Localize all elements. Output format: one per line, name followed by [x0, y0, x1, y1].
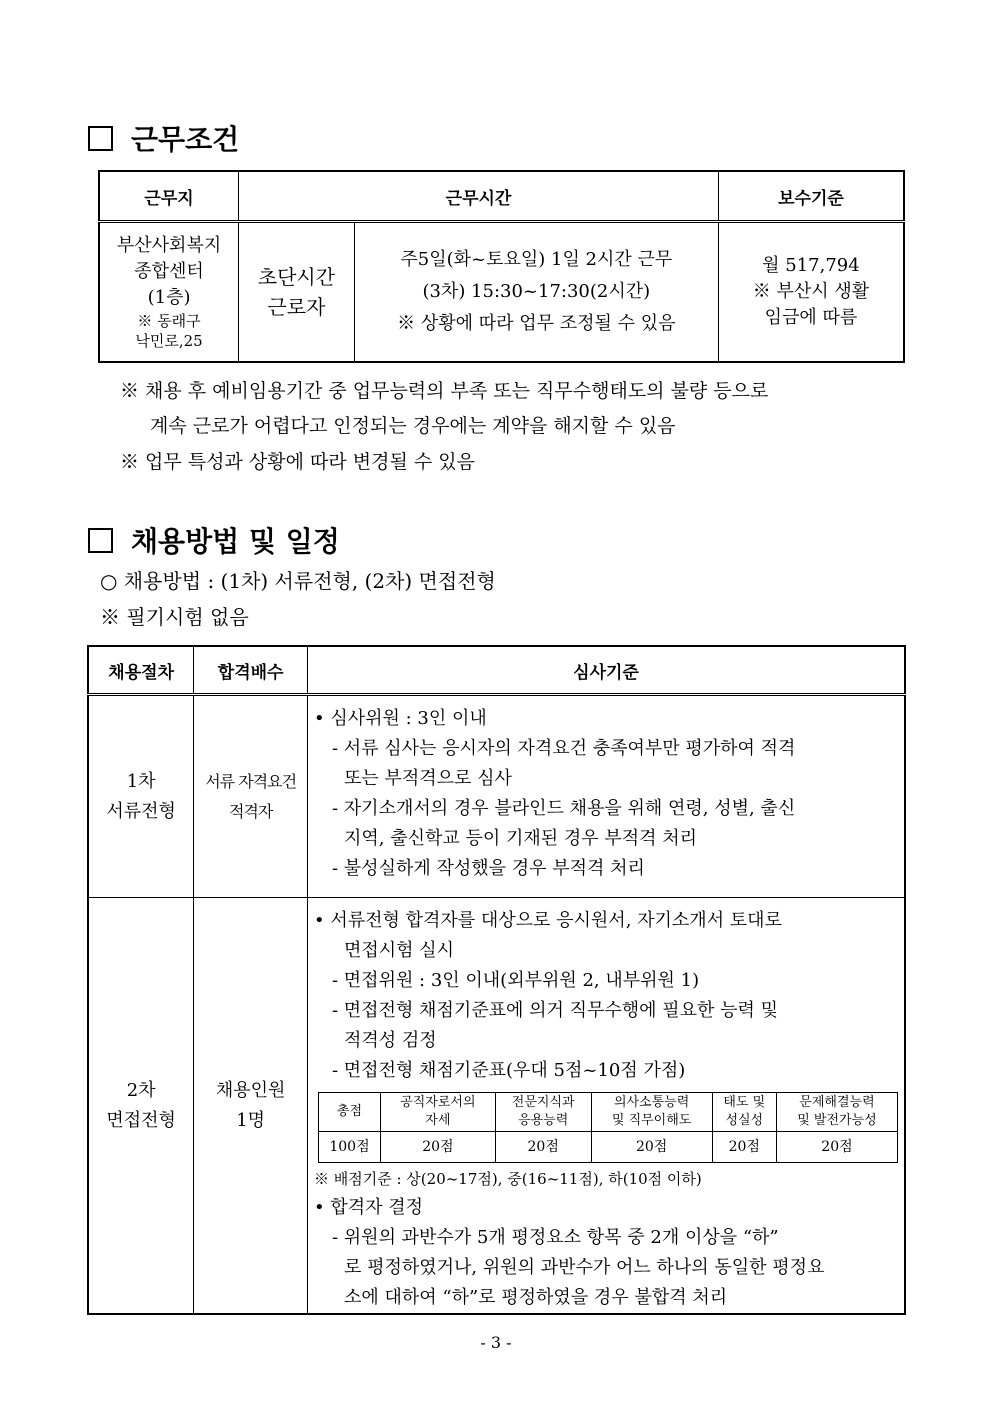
score-header — [591, 1093, 712, 1132]
criteria-line: 적격성 검정 — [343, 1030, 437, 1051]
score-header-row — [318, 1093, 897, 1132]
note-line: 계속 근로가 어렵다고 인정되는 경우에는 계약을 해지할 수 있음 — [150, 415, 676, 437]
criteria-line: 면접시험 실시 — [343, 940, 455, 961]
criteria-line: • 심사위원 : 3인 이내 — [313, 708, 487, 729]
criteria-line: - 위원의 과반수가 5개 평정요소 항목 중 2개 이상을 “하” — [331, 1227, 779, 1248]
table-header-row — [88, 646, 905, 695]
section-title: 근무조건 — [131, 123, 240, 156]
cell-line: ※ 상황에 따라 업무 조정될 수 있음 — [397, 312, 676, 334]
stage-cell — [88, 695, 194, 898]
no-exam-note: ※ 필기시험 없음 — [100, 605, 249, 629]
hiring-method-line: ○ 채용방법 : (1차) 서류전형, (2차) 면접전형 — [100, 569, 496, 593]
score-header — [495, 1093, 591, 1132]
cell-line: 응용능력 — [518, 1113, 569, 1128]
cell-line: 서류전형 — [106, 800, 176, 822]
score-value: 20점 — [495, 1132, 591, 1163]
cell-line: 초단시간 — [257, 264, 336, 289]
cell-line: (1층) — [147, 286, 191, 308]
section-heading-work-conditions — [88, 118, 239, 158]
score-value: 20점 — [591, 1132, 712, 1163]
workplace-cell — [99, 222, 239, 362]
cell-line: 태도 및 — [723, 1095, 766, 1110]
criteria-line: - 서류 심사는 응시자의 자격요건 충족여부만 평가하여 적격 — [331, 738, 796, 759]
score-value-row — [318, 1132, 897, 1163]
cell-line: 및 직무이해도 — [611, 1113, 692, 1128]
cell-line: 및 발전가능성 — [797, 1113, 877, 1128]
criteria-line: - 면접전형 채점기준표에 의거 직무수행에 필요한 능력 및 — [331, 1000, 779, 1021]
pay-cell — [718, 222, 904, 362]
multiple-cell — [194, 898, 308, 1315]
score-value: 20점 — [776, 1132, 897, 1163]
cell-line: 서류 자격요건 — [205, 771, 297, 791]
cell-line: 1명 — [236, 1109, 266, 1131]
hours-cell — [354, 222, 718, 362]
score-header — [712, 1093, 776, 1132]
cell-line: 문제해결능력 — [799, 1095, 875, 1110]
criteria-line: ※ 배점기준 : 상(20~17점), 중(16~11점), 하(10점 이하) — [313, 1170, 702, 1188]
cell-line: ※ 동래구 — [137, 311, 201, 330]
cell-line: 적격자 — [228, 801, 273, 821]
section-heading-hiring-method — [88, 520, 340, 560]
header-hours: 근무시간 — [239, 171, 719, 222]
criteria-line: - 면접전형 채점기준표(우대 5점~10점 가점) — [331, 1060, 686, 1081]
cell-line: 총점 — [336, 1104, 363, 1119]
cell-line: 성실성 — [725, 1113, 764, 1128]
cell-line: 1차 — [126, 770, 156, 792]
checkbox-square-icon — [88, 528, 113, 553]
score-header — [318, 1093, 380, 1132]
criteria-line: • 합격자 결정 — [313, 1197, 423, 1218]
criteria-line: 로 평정하였거나, 위원의 과반수가 어느 하나의 동일한 평정요 — [343, 1257, 825, 1278]
interview-score-table — [318, 1092, 898, 1163]
stage-cell — [88, 898, 194, 1315]
header-criteria: 심사기준 — [307, 646, 905, 695]
cell-line: 월 517,794 — [762, 254, 860, 276]
score-header — [776, 1093, 897, 1132]
cell-line: 낙민로,25 — [135, 331, 203, 350]
table-header-row — [99, 171, 904, 222]
cell-line: 주5일(화~토요일) 1일 2시간 근무 — [400, 248, 673, 270]
criteria-cell — [307, 898, 905, 1315]
cell-line: 공직자로서의 — [400, 1095, 476, 1110]
note-line: ※ 업무 특성과 상황에 따라 변경될 수 있음 — [120, 451, 475, 473]
cell-line: 전문지식과 — [511, 1095, 575, 1110]
cell-line: 의사소통능력 — [613, 1095, 690, 1110]
cell-line: (3차) 15:30~17:30(2시간) — [422, 280, 651, 302]
criteria-cell — [307, 695, 905, 898]
score-value: 100점 — [318, 1132, 380, 1163]
criteria-line: 소에 대하여 “하”로 평정하였을 경우 불합격 처리 — [343, 1287, 728, 1308]
criteria-line: - 면접위원 : 3인 이내(외부위원 2, 내부위원 1) — [331, 970, 700, 991]
cell-line: 근로자 — [267, 294, 326, 319]
table-row — [99, 222, 904, 362]
worker-type-cell — [239, 222, 355, 362]
criteria-line: - 자기소개서의 경우 블라인드 채용을 위해 연령, 성별, 출신 — [331, 798, 796, 819]
cell-line: 부산사회복지 — [116, 234, 222, 256]
section-title: 채용방법 및 일정 — [131, 525, 340, 558]
header-stage: 채용절차 — [88, 646, 194, 695]
work-conditions-table — [98, 170, 905, 363]
table-row — [88, 898, 905, 1315]
criteria-line: 또는 부적격으로 심사 — [343, 768, 512, 789]
criteria-line: 지역, 출신학교 등이 기재된 경우 부적격 처리 — [343, 828, 698, 849]
score-value: 20점 — [712, 1132, 776, 1163]
cell-line: 자세 — [425, 1113, 451, 1128]
cell-line: 면접전형 — [106, 1109, 176, 1131]
header-pay: 보수기준 — [718, 171, 904, 222]
note-line: ※ 채용 후 예비임용기간 중 업무능력의 부족 또는 직무수행태도의 불량 등으로 — [120, 380, 769, 402]
criteria-line: - 불성실하게 작성했을 경우 부적격 처리 — [331, 858, 645, 879]
cell-line: 2차 — [126, 1079, 156, 1101]
cell-line: ※ 부산시 생활 — [752, 280, 870, 302]
header-multiple: 합격배수 — [194, 646, 308, 695]
cell-line: 종합센터 — [134, 260, 204, 282]
score-header — [380, 1093, 495, 1132]
header-workplace: 근무지 — [99, 171, 239, 222]
checkbox-square-icon — [88, 126, 113, 151]
criteria-line: • 서류전형 합격자를 대상으로 응시원서, 자기소개서 토대로 — [313, 910, 782, 931]
page-number: - 3 - — [480, 1333, 512, 1352]
multiple-cell — [194, 695, 308, 898]
table-row — [88, 695, 905, 898]
cell-line: 임금에 따름 — [764, 306, 858, 328]
hiring-process-table — [87, 645, 906, 1315]
cell-line: 채용인원 — [215, 1079, 286, 1101]
score-value: 20점 — [380, 1132, 495, 1163]
